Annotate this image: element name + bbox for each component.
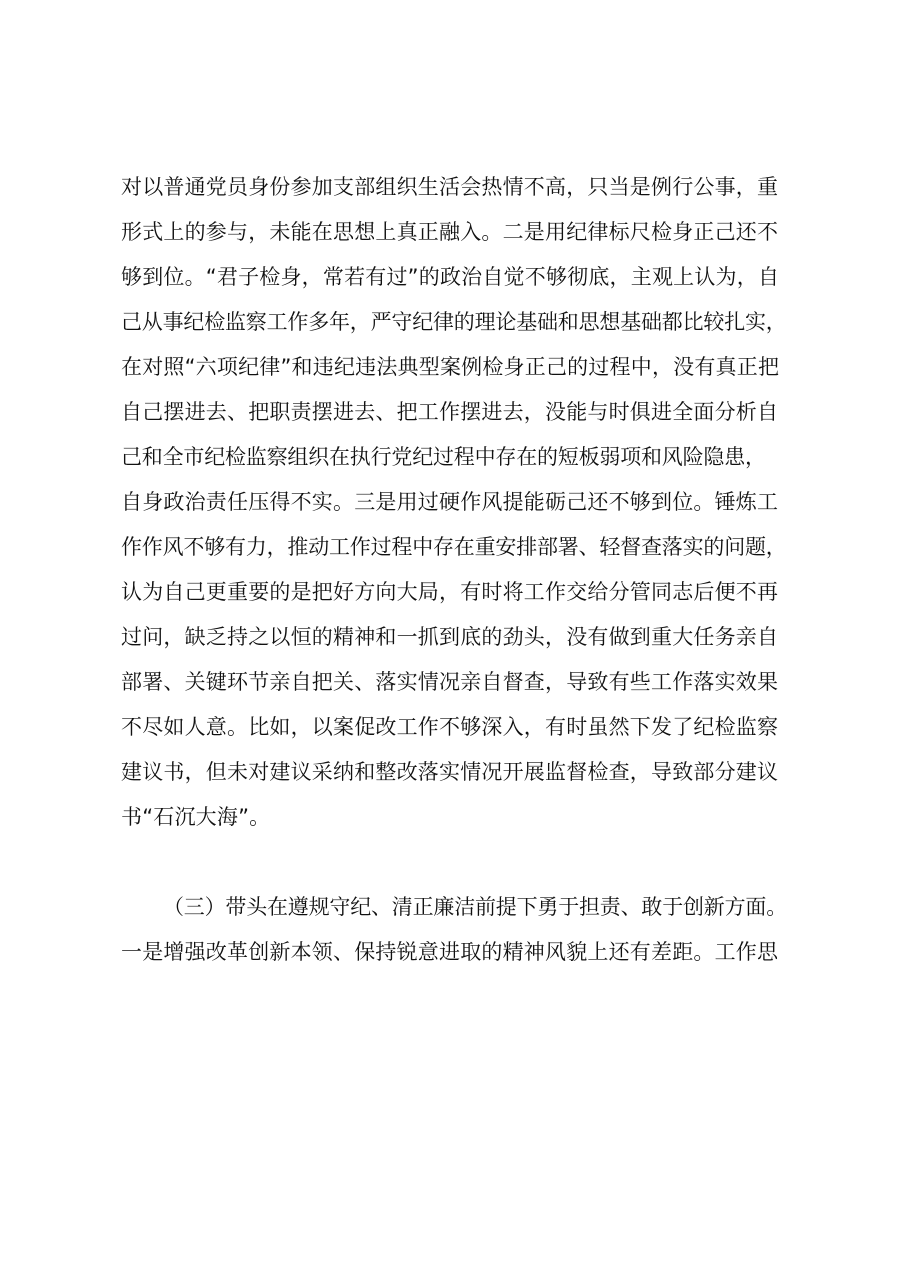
paragraph-line: 自身政治责任压得不实。三是用过硬作风提能砺己还不够到位。锤炼工 bbox=[121, 490, 779, 514]
paragraph-line: 建议书，但未对建议采纳和整改落实情况开展监督检查，导致部分建议 bbox=[121, 760, 779, 784]
paragraph-line: 过问，缺乏持之以恒的精神和一抓到底的劲头，没有做到重大任务亲自 bbox=[121, 625, 779, 649]
paragraph-line: 在对照“六项纪律”和违纪违法典型案例检身正己的过程中，没有真正把 bbox=[121, 355, 780, 379]
paragraph-line: 认为自己更重要的是把好方向大局，有时将工作交给分管同志后便不再 bbox=[121, 580, 779, 604]
paragraph-line: 不尽如人意。比如，以案促改工作不够深入，有时虽然下发了纪检监察 bbox=[121, 715, 779, 739]
section-heading-line: （三）带头在遵规守纪、清正廉洁前提下勇于担责、敢于创新方面。 bbox=[163, 895, 787, 919]
paragraph-line: 部署、关键环节亲自把关、落实情况亲自督查，导致有些工作落实效果 bbox=[121, 670, 779, 694]
paragraph-line: 己从事纪检监察工作多年，严守纪律的理论基础和思想基础都比较扎实， bbox=[121, 310, 787, 334]
paragraph-line: 己和全市纪检监察组织在执行党纪过程中存在的短板弱项和风险隐患， bbox=[121, 445, 766, 469]
paragraph-gap bbox=[121, 840, 801, 885]
paragraph-line: 作作风不够有力，推动工作过程中存在重安排部署、轻督查落实的问题， bbox=[121, 535, 787, 559]
paragraph-line: 对以普通党员身份参加支部组织生活会热情不高，只当是例行公事，重 bbox=[121, 175, 779, 199]
document-body bbox=[121, 165, 801, 975]
paragraph-line: 自己摆进去、把职责摆进去、把工作摆进去，没能与时俱进全面分析自 bbox=[121, 400, 779, 424]
paragraph-line: 形式上的参与，未能在思想上真正融入。二是用纪律标尺检身正己还不 bbox=[121, 220, 779, 244]
paragraph-line: 一是增强改革创新本领、保持锐意进取的精神风貌上还有差距。工作思 bbox=[121, 940, 779, 964]
paragraph-line: 书“石沉大海”。 bbox=[121, 805, 271, 829]
paragraph-line: 够到位。“君子检身，常若有过”的政治自觉不够彻底，主观上认为，自 bbox=[121, 265, 780, 289]
